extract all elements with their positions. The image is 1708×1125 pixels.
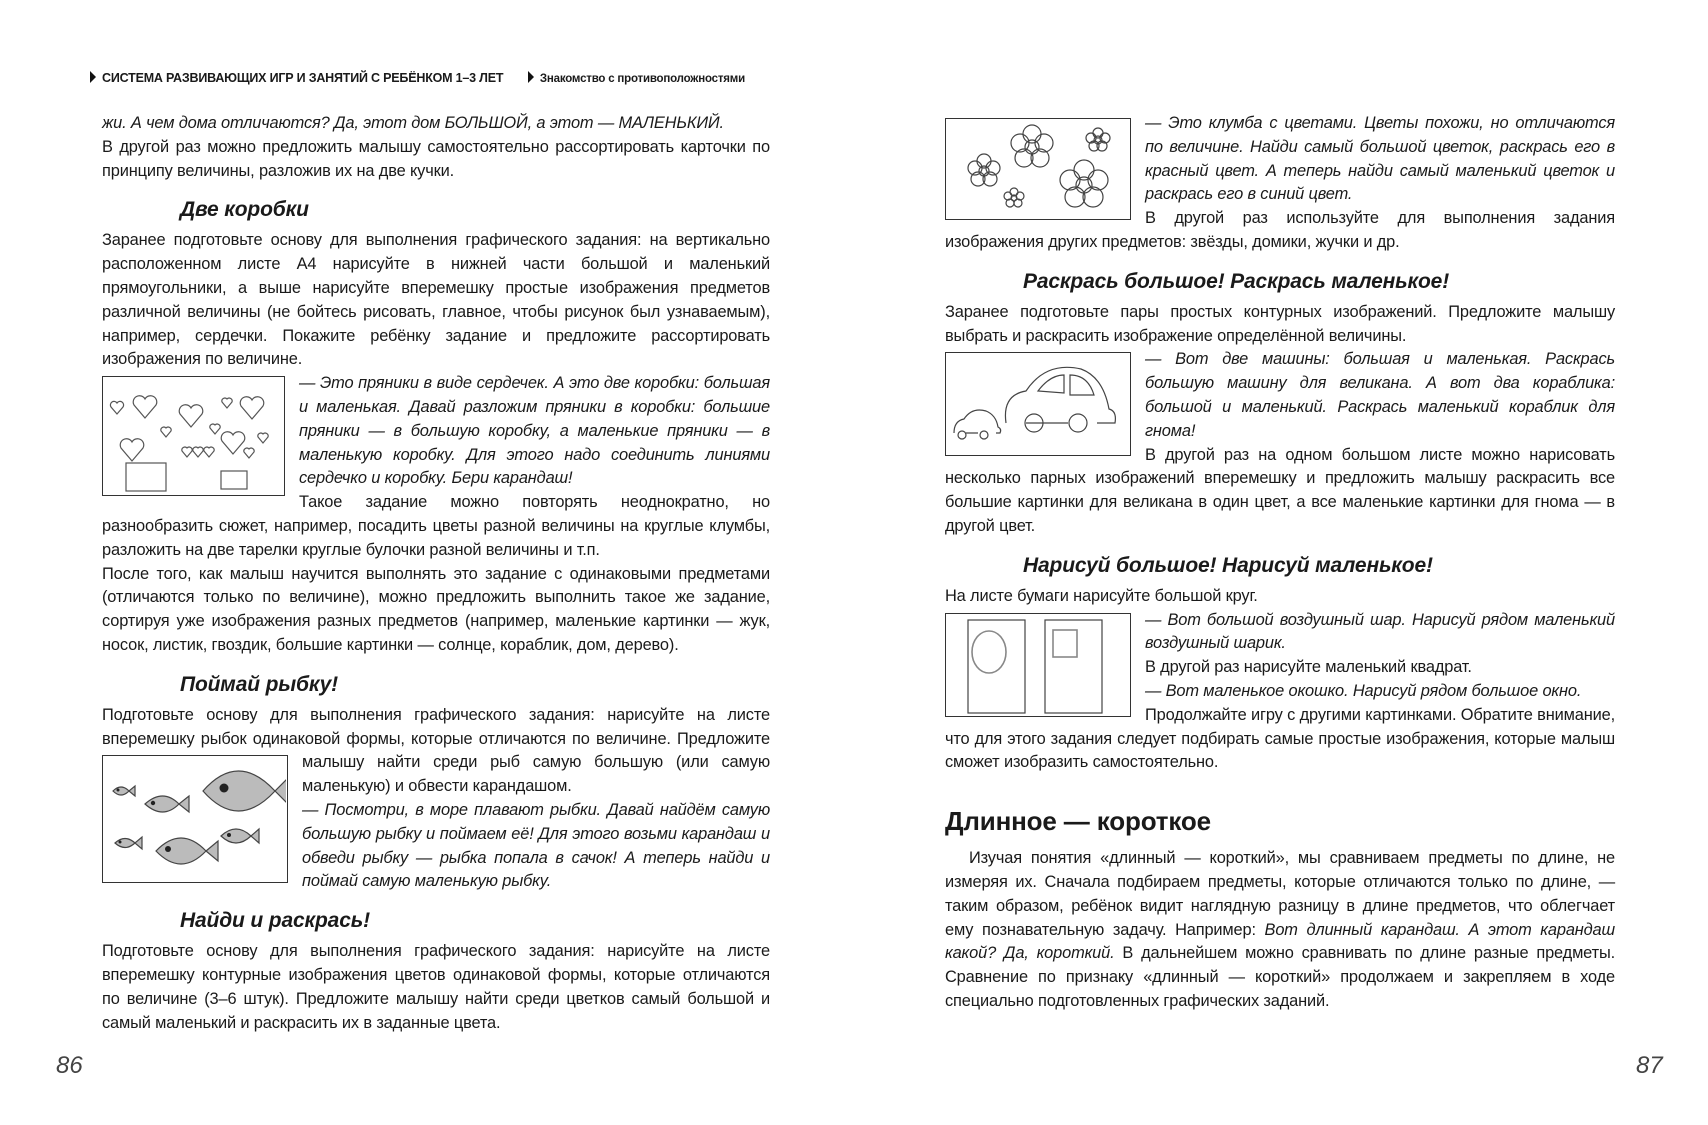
chapter-title: Знакомство с противоположностями <box>539 73 745 85</box>
color-big-small-dialog: — Вот две машины: большая и маленькая. Раскрась большую машину для великана. А вот два кораблика: большой и маленький. Раскрась маленький кораблик для гнома! <box>1145 350 1615 440</box>
color-big-small-p2: В другой раз на одном большом листе можно нарисовать несколько парных изображений вперемешку и предложить малышу раскрасить все большие картинки для великана в один цвет, а все маленькие картинки для гнома — в другой цвет. <box>945 445 1615 535</box>
book-section-title: СИСТЕМА РАЗВИВАЮЩИХ ИГР И ЗАНЯТИЙ С РЕБЁНКОМ 1–3 ЛЕТ <box>102 71 504 85</box>
draw-big-small-p2: В другой раз нарисуйте маленький квадрат. <box>1145 658 1472 677</box>
two-boxes-p3: После того, как малыш научится выполнять это задание с одинаковыми предметами (отличаются только по величине), можно предложить выполнить такое же задание, сортируя уже изображения разных предметов (например, маленькие картинки — жук, носок, листик, гвоздик, большие картинки — солнце, кораблик, дом, дерево). <box>102 564 770 654</box>
long-short-example: Вот длинный карандаш. А этот карандаш какой? Да, короткий. <box>945 920 1615 963</box>
long-short-text-start: Изучая понятия «длинный — короткий», мы сравниваем предметы по длине, не измеряя их. Сначала подбираем предметы, которые отличаются только по длине, — таким образом, ребёнок видит наглядную разницу в длине предметов, что облегчает ему познавательную задачу. Например: <box>945 849 1615 939</box>
intro-text: В другой раз можно предложить малышу самостоятельно рассортировать карточки по принципу величины, разложив их на две кучки. <box>102 137 770 180</box>
cars-illustration <box>945 352 1131 456</box>
flowers-text: В другой раз используйте для выполнения задания изображения других предметов: звёзды, домики, жучки и др. <box>945 209 1615 251</box>
heart-icon <box>110 396 268 461</box>
flower-icon <box>946 119 1129 218</box>
flowers-illustration <box>945 118 1131 220</box>
triangle-marker-icon <box>528 71 534 83</box>
heading-catch-fish: Поймай рыбку! <box>180 672 339 696</box>
draw-big-small-p1: На листе бумаги нарисуйте большой круг. <box>945 586 1258 605</box>
fish-illustration <box>102 755 288 883</box>
find-color-p1: Подготовьте основу для выполнения графического задания: нарисуйте на листе вперемешку контурные изображения цветов одинаковой формы, которые отличаются по величине (3–6 штук). Предложите малышу найти среди цветков самый большой и самый маленький и раскрасить их в заданные цвета. <box>102 942 770 1032</box>
fish-icon <box>113 771 286 864</box>
catch-fish-p1b: малышу найти среди рыб самую большую (или самую маленькую) и обвести карандашом. <box>302 753 770 796</box>
heading-color-big-small: Раскрась большое! Раскрась маленькое! <box>1023 269 1450 293</box>
catch-fish-p1a: Подготовьте основу для выполнения графического задания: нарисуйте на листе вперемешку рыбок одинаковой формы, которые отличаются по величине. Предложите <box>102 705 770 748</box>
two-boxes-dialog: — Это пряники в виде сердечек. А это две коробки: большая и маленькая. Давай разложим пряники в коробки: большие пряники — в большую коробку, а маленькие пряники — в маленькую коробку. Для этого надо соединить линиями сердечко и коробку. Бери карандаш! <box>299 374 770 488</box>
heading-draw-big-small: Нарисуй большое! Нарисуй маленькое! <box>1023 553 1433 577</box>
left-page-column <box>102 112 770 1035</box>
running-header-left <box>90 71 745 85</box>
heading-long-short: Длинное — короткое <box>945 806 1211 837</box>
draw-big-small-p3: Продолжайте игру с другими картинками. Обратите внимание, что для этого задания следует подбирать самые простые изображения, которые малыш сможет изобразить самостоятельно. <box>945 705 1615 772</box>
big-car-icon <box>1005 368 1115 433</box>
two-boxes-p1: Заранее подготовьте основу для выполнения графического задания: на вертикально расположенном листе А4 нарисуйте в нижней части большой и маленький прямоугольники, а выше нарисуйте вперемешку простые изображения предметов различной величины (не бойтесь рисовать, главное, чтобы рисунок был узнаваемым), например, сердечки. Покажите ребёнку задание и предложите рассортировать изображения по величине. <box>102 231 770 369</box>
flowers-dialog: — Это клумба с цветами. Цветы похожи, но отличаются по величине. Найди самый большой цветок, раскрась его в красный цвет. А теперь найди самый маленький цветок и раскрась его в синий цвет. <box>1145 114 1615 204</box>
intro-dialog: жи. А чем дома отличаются? Да, этот дом БОЛЬШОЙ, а этот — МАЛЕНЬКИЙ. <box>102 114 724 132</box>
heading-find-color: Найди и раскрась! <box>180 909 370 933</box>
two-boxes-p2: Такое задание можно повторять неоднократно, но разнообразить сюжет, например, посадить цветы разной величины на круглые клумбы, разложить на две тарелки круглые булочки разной величины и т.п. <box>102 493 770 559</box>
shapes-illustration <box>945 613 1131 717</box>
long-short-p1 <box>945 847 1615 1014</box>
small-car-icon <box>954 410 1001 439</box>
small-box <box>221 471 247 489</box>
hearts-boxes-illustration <box>102 376 285 496</box>
draw-big-small-dialog1: — Вот большой воздушный шар. Нарисуй рядом маленький воздушный шарик. <box>1145 610 1615 653</box>
triangle-marker-icon <box>90 71 96 83</box>
big-box <box>126 463 166 491</box>
small-square <box>1053 630 1077 657</box>
page-number-left: 86 <box>56 1052 83 1079</box>
catch-fish-dialog: — Посмотри, в море плавают рыбки. Давай найдём самую большую рыбку и поймаем её! Для этого возьми карандаш и обведи рыбку — рыбка попала в сачок! А теперь найди и поймай самую маленькую рыбку. <box>302 800 770 891</box>
color-big-small-p1: Заранее подготовьте пары простых контурных изображений. Предложите малышу выбрать и раскрасить изображение определённой величины. <box>945 302 1615 345</box>
big-circle <box>972 631 1006 673</box>
heading-two-boxes: Две коробки <box>180 198 309 222</box>
draw-big-small-dialog2: — Вот маленькое окошко. Нарисуй рядом большое окно. <box>1145 681 1582 700</box>
right-page-column <box>945 112 1615 1014</box>
long-short-text-end: В дальнейшем можно сравнивать по длине разные предметы. Сравнение по признаку «длинный — короткий» продолжаем и закрепляем в ходе специально подготовленных графических заданий. <box>945 944 1615 1010</box>
page-number-right: 87 <box>1636 1052 1663 1079</box>
